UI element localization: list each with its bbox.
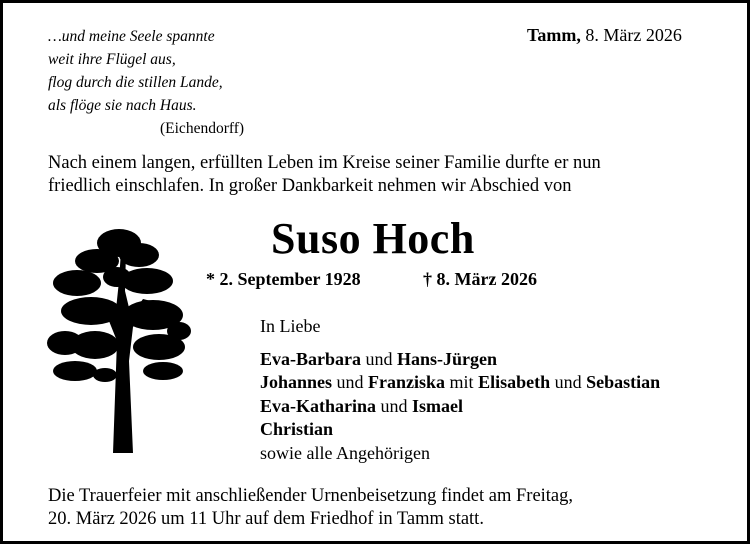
mourner-row	[260, 395, 660, 419]
mourner-name: Hans-Jürgen	[397, 348, 498, 369]
mourner-name: Eva-Barbara	[260, 348, 361, 369]
spacer	[260, 339, 660, 348]
funeral-info	[48, 485, 728, 531]
funeral-info-line: 20. März 2026 um 11 Uhr auf dem Friedhof in Tamm statt.	[48, 509, 484, 529]
mourners-heading: In Liebe	[260, 316, 321, 336]
connector-text: mit	[445, 372, 479, 392]
birth-date: * 2. September 1928	[206, 269, 361, 289]
connector-text: und	[361, 348, 397, 369]
mourner-name: Johannes	[260, 372, 333, 392]
intro-line: friedlich einschlafen. In großer Dankbarkeit nehmen wir Abschied von	[48, 176, 572, 196]
mourner-row	[260, 371, 660, 395]
intro-line: Nach einem langen, erfüllten Leben im Kreise seiner Familie durfte er nun	[48, 153, 601, 173]
mourner-row	[260, 348, 660, 372]
mourner-name: Eva-Katharina	[260, 395, 377, 416]
intro-text	[48, 152, 728, 198]
dateline	[527, 25, 682, 46]
mourner-name: Sebastian	[586, 372, 661, 392]
mourner-name: Elisabeth	[478, 372, 551, 392]
connector-text: sowie alle Angehörigen	[260, 442, 430, 463]
dateline-date: 8. März 2026	[585, 25, 682, 45]
mourner-row	[260, 418, 660, 442]
connector-text: und	[550, 372, 587, 392]
poem	[48, 25, 244, 140]
mourners-list	[260, 315, 660, 465]
mourner-name: Ismael	[412, 395, 464, 416]
tree-silhouette-icon	[47, 221, 193, 454]
mourner-name: Franziska	[368, 372, 446, 392]
poem-attribution: (Eichendorff)	[160, 120, 245, 137]
poem-line: weit ihre Flügel aus,	[48, 51, 176, 68]
dateline-place: Tamm,	[527, 25, 581, 45]
poem-line: flog durch die stillen Lande,	[48, 74, 223, 91]
death-date: † 8. März 2026	[423, 269, 537, 289]
mourner-name: Christian	[260, 419, 334, 439]
funeral-info-line: Die Trauerfeier mit anschließender Urnenbeisetzung findet am Freitag,	[48, 486, 574, 506]
deceased-name: Suso Hoch	[271, 214, 475, 263]
poem-line: als flöge sie nach Haus.	[48, 97, 197, 114]
poem-line: …und meine Seele spannte	[48, 28, 215, 45]
connector-text: und	[332, 372, 369, 392]
mourner-row	[260, 442, 660, 466]
connector-text: und	[376, 395, 413, 416]
